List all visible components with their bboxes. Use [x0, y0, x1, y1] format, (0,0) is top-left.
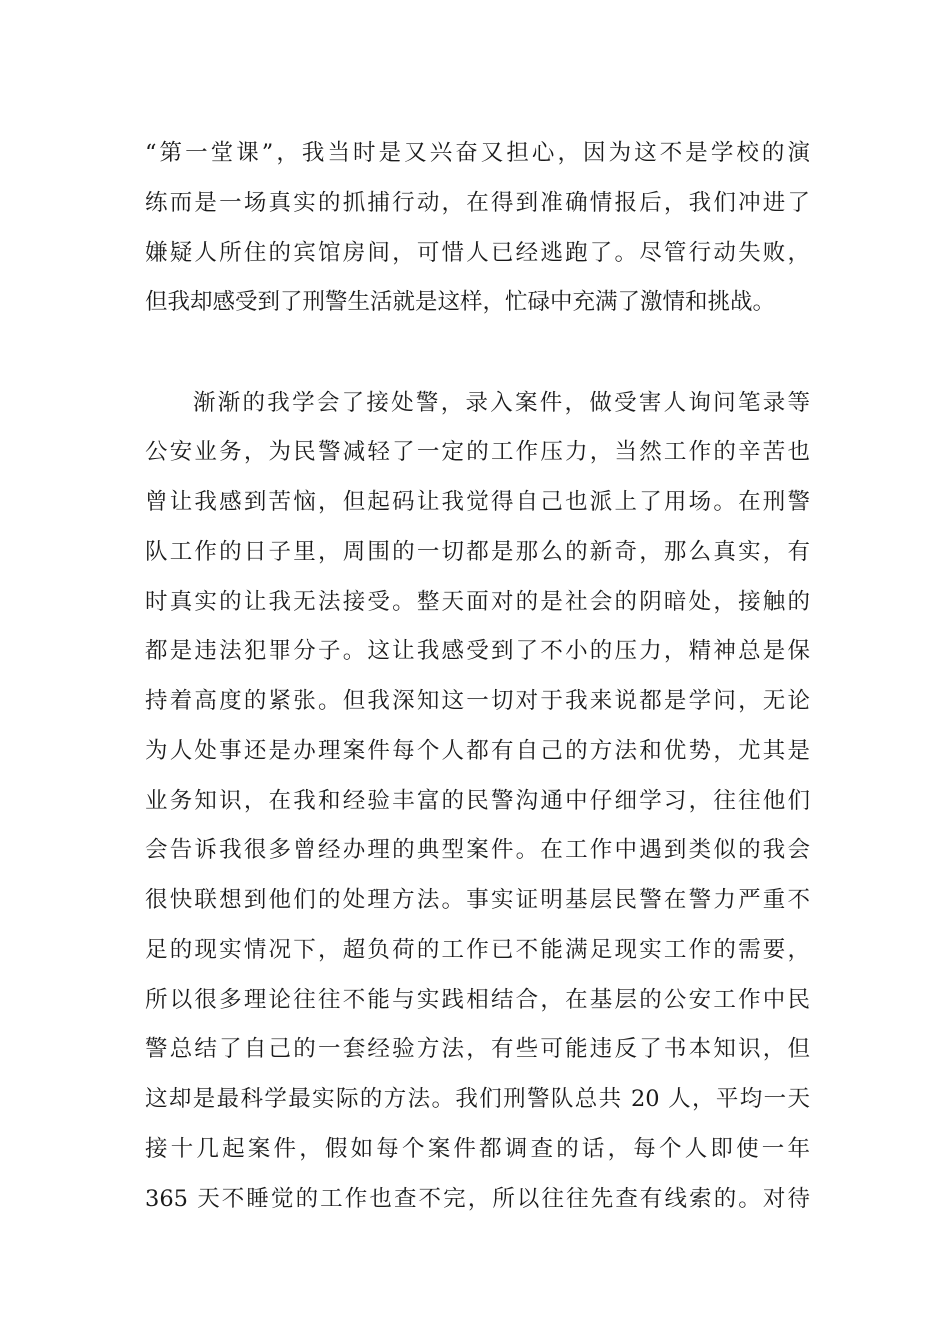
text-line: 365 天不睡觉的工作也查不完，所以往往先查有线索的。对待: [145, 1186, 810, 1212]
text-line: 渐渐的我学会了接处警，录入案件，做受害人询问笔录等: [193, 390, 810, 416]
text-line: 持着高度的紧张。但我深知这一切对于我来说都是学问，无论: [145, 688, 810, 714]
text-line: 所以很多理论往往不能与实践相结合，在基层的公安工作中民: [145, 987, 810, 1013]
text-line: 练而是一场真实的抓捕行动，在得到准确情报后，我们冲进了: [145, 190, 810, 216]
text-line: 队工作的日子里，周围的一切都是那么的新奇，那么真实，有: [145, 539, 810, 565]
text-line: 很快联想到他们的处理方法。事实证明基层民警在警力严重不: [145, 887, 810, 913]
text-line: “第一堂课”，我当时是又兴奋又担心，因为这不是学校的演: [145, 140, 810, 166]
text-line: 都是违法犯罪分子。这让我感受到了不小的压力，精神总是保: [145, 638, 810, 664]
text-line: 警总结了自己的一套经验方法，有些可能违反了书本知识，但: [145, 1036, 810, 1062]
text-line: 接十几起案件，假如每个案件都调查的话，每个人即使一年: [145, 1136, 810, 1162]
text-line: 为人处事还是办理案件每个人都有自己的方法和优势，尤其是: [145, 738, 810, 764]
text-line: 足的现实情况下，超负荷的工作已不能满足现实工作的需要，: [145, 937, 810, 963]
text-line: 会告诉我很多曾经办理的典型案件。在工作中遇到类似的我会: [145, 837, 810, 863]
text-line: 公安业务，为民警减轻了一定的工作压力，当然工作的辛苦也: [145, 439, 810, 465]
text-line: 曾让我感到苦恼，但起码让我觉得自己也派上了用场。在刑警: [145, 489, 810, 515]
text-line: 嫌疑人所住的宾馆房间，可惜人已经逃跑了。尽管行动失败，: [145, 240, 810, 266]
text-line: 时真实的让我无法接受。整天面对的是社会的阴暗处，接触的: [145, 589, 810, 615]
text-line: 这却是最科学最实际的方法。我们刑警队总共 20 人，平均一天: [145, 1086, 810, 1112]
text-line: 但我却感受到了刑警生活就是这样，忙碌中充满了激情和挑战。: [145, 289, 776, 315]
text-line: 业务知识，在我和经验丰富的民警沟通中仔细学习，往往他们: [145, 788, 810, 814]
